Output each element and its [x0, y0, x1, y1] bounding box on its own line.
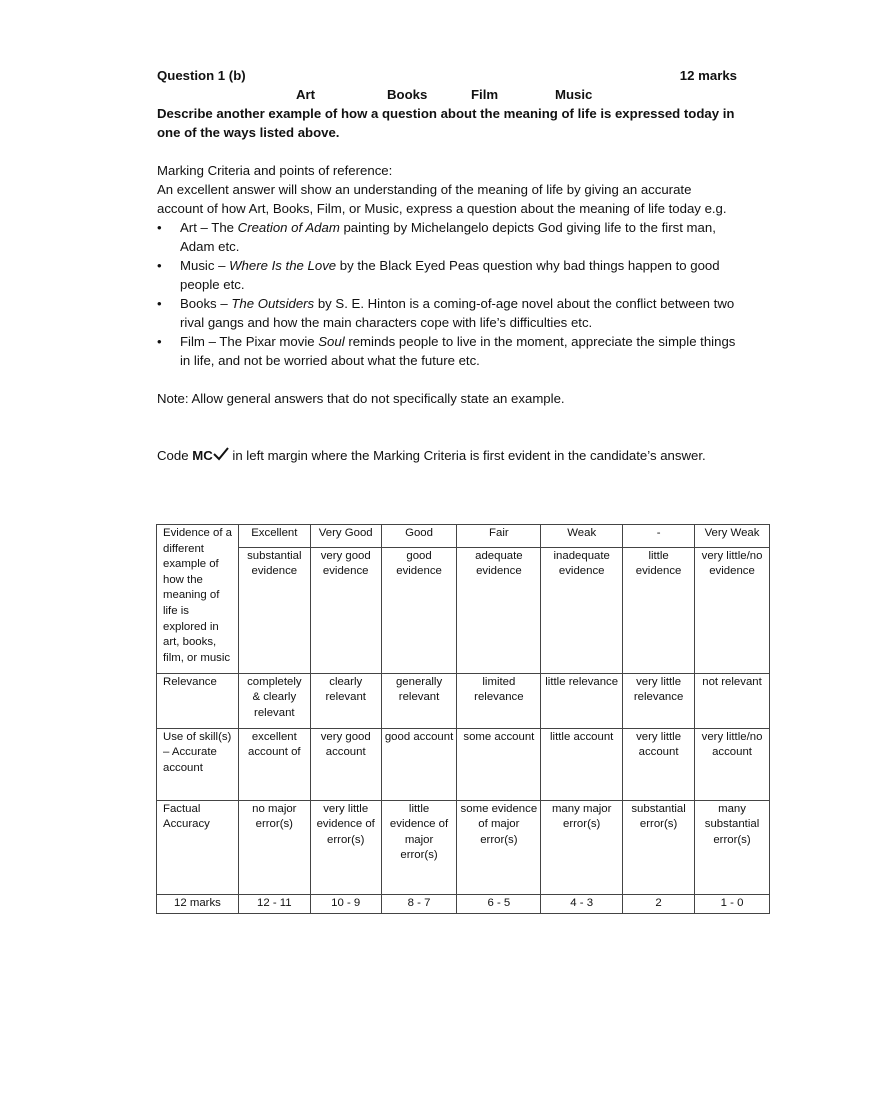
table-cell: good account — [381, 728, 457, 800]
table-cell: limited relevance — [457, 673, 541, 728]
question-prompt: Describe another example of how a question about the meaning of life is expressed today in one of the ways listed above. — [157, 106, 735, 140]
marks-range: 8 - 7 — [381, 894, 457, 914]
table-cell: adequate evidence — [457, 547, 541, 673]
category-books: Books — [387, 87, 428, 102]
table-cell: little account — [541, 728, 623, 800]
table-cell: no major error(s) — [238, 800, 310, 894]
table-cell: many substantial error(s) — [695, 800, 770, 894]
table-cell: very good account — [310, 728, 381, 800]
example-item-music: • Music – Where Is the Love by the Black Eyed Peas question why bad things happen to good people etc. — [157, 256, 737, 294]
table-row — [157, 525, 770, 548]
table-cell: good evidence — [381, 547, 457, 673]
marks-range: 1 - 0 — [695, 894, 770, 914]
table-row — [157, 728, 770, 800]
table-cell: excellent account of — [238, 728, 310, 800]
marks-range: 10 - 9 — [310, 894, 381, 914]
table-cell: not relevant — [695, 673, 770, 728]
table-cell: some account — [457, 728, 541, 800]
question-header — [157, 66, 737, 85]
row-label-relevance: Relevance — [157, 673, 239, 728]
marking-rubric-table — [156, 524, 770, 914]
table-cell: little evidence of major error(s) — [381, 800, 457, 894]
level-header: Excellent — [238, 525, 310, 548]
table-cell: many major error(s) — [541, 800, 623, 894]
criteria-title: Marking Criteria and points of reference: — [157, 163, 393, 178]
code-instruction: Code MC in left margin where the Marking Criteria is first evident in the candidate’s answer. — [157, 448, 706, 463]
table-cell: very good evidence — [310, 547, 381, 673]
table-cell: inadequate evidence — [541, 547, 623, 673]
level-header: Very Weak — [695, 525, 770, 548]
table-cell: substantial evidence — [238, 547, 310, 673]
marks-row — [157, 894, 770, 914]
marks-range: 4 - 3 — [541, 894, 623, 914]
table-row — [157, 800, 770, 894]
table-cell: very little evidence of error(s) — [310, 800, 381, 894]
table-cell: very little/no account — [695, 728, 770, 800]
marks-range: 2 — [623, 894, 695, 914]
row-label-accuracy: Factual Accuracy — [157, 800, 239, 894]
category-film: Film — [471, 87, 499, 102]
marks-range: 12 - 11 — [238, 894, 310, 914]
checkmark-icon — [213, 447, 229, 461]
category-music: Music — [555, 87, 593, 102]
row-label-skills: Use of skill(s) – Accurate account — [157, 728, 239, 800]
question-number: Question 1 (b) — [157, 68, 246, 83]
table-cell: very little/no evidence — [695, 547, 770, 673]
table-cell: completely & clearly relevant — [238, 673, 310, 728]
category-list — [296, 85, 737, 104]
level-header: Weak — [541, 525, 623, 548]
marks-label: 12 marks — [157, 894, 239, 914]
criteria-intro: An excellent answer will show an understanding of the meaning of life by giving an accurate account of how Art, Books, Film, or Music, express a question about the meaning of life today e.g. — [157, 182, 727, 216]
note: Note: Allow general answers that do not specifically state an example. — [157, 391, 565, 406]
level-header: Good — [381, 525, 457, 548]
row-label-evidence: Evidence of a different example of how the meaning of life is explored in art, books, film, or music — [157, 525, 239, 674]
level-header: Very Good — [310, 525, 381, 548]
table-cell: clearly relevant — [310, 673, 381, 728]
example-item-art: • Art – The Creation of Adam painting by Michelangelo depicts God giving life to the first man, Adam etc. — [157, 218, 737, 256]
table-row — [157, 673, 770, 728]
example-item-film: • Film – The Pixar movie Soul reminds people to live in the moment, appreciate the simple things in life, and not be worried about what the future etc. — [157, 332, 737, 370]
table-cell: little relevance — [541, 673, 623, 728]
category-art: Art — [296, 87, 316, 102]
question-section — [157, 66, 737, 465]
table-row — [157, 547, 770, 673]
level-header: Fair — [457, 525, 541, 548]
question-marks: 12 marks — [679, 68, 737, 83]
example-item-books: • Books – The Outsiders by S. E. Hinton is a coming-of-age novel about the conflict between two rival gangs and how the main characters cope with life’s difficulties etc. — [157, 294, 737, 332]
marks-range: 6 - 5 — [457, 894, 541, 914]
level-header: - — [623, 525, 695, 548]
table-cell: very little account — [623, 728, 695, 800]
table-cell: some evidence of major error(s) — [457, 800, 541, 894]
example-list — [157, 218, 737, 370]
table-cell: substantial error(s) — [623, 800, 695, 894]
table-cell: very little relevance — [623, 673, 695, 728]
table-cell: generally relevant — [381, 673, 457, 728]
table-cell: little evidence — [623, 547, 695, 673]
